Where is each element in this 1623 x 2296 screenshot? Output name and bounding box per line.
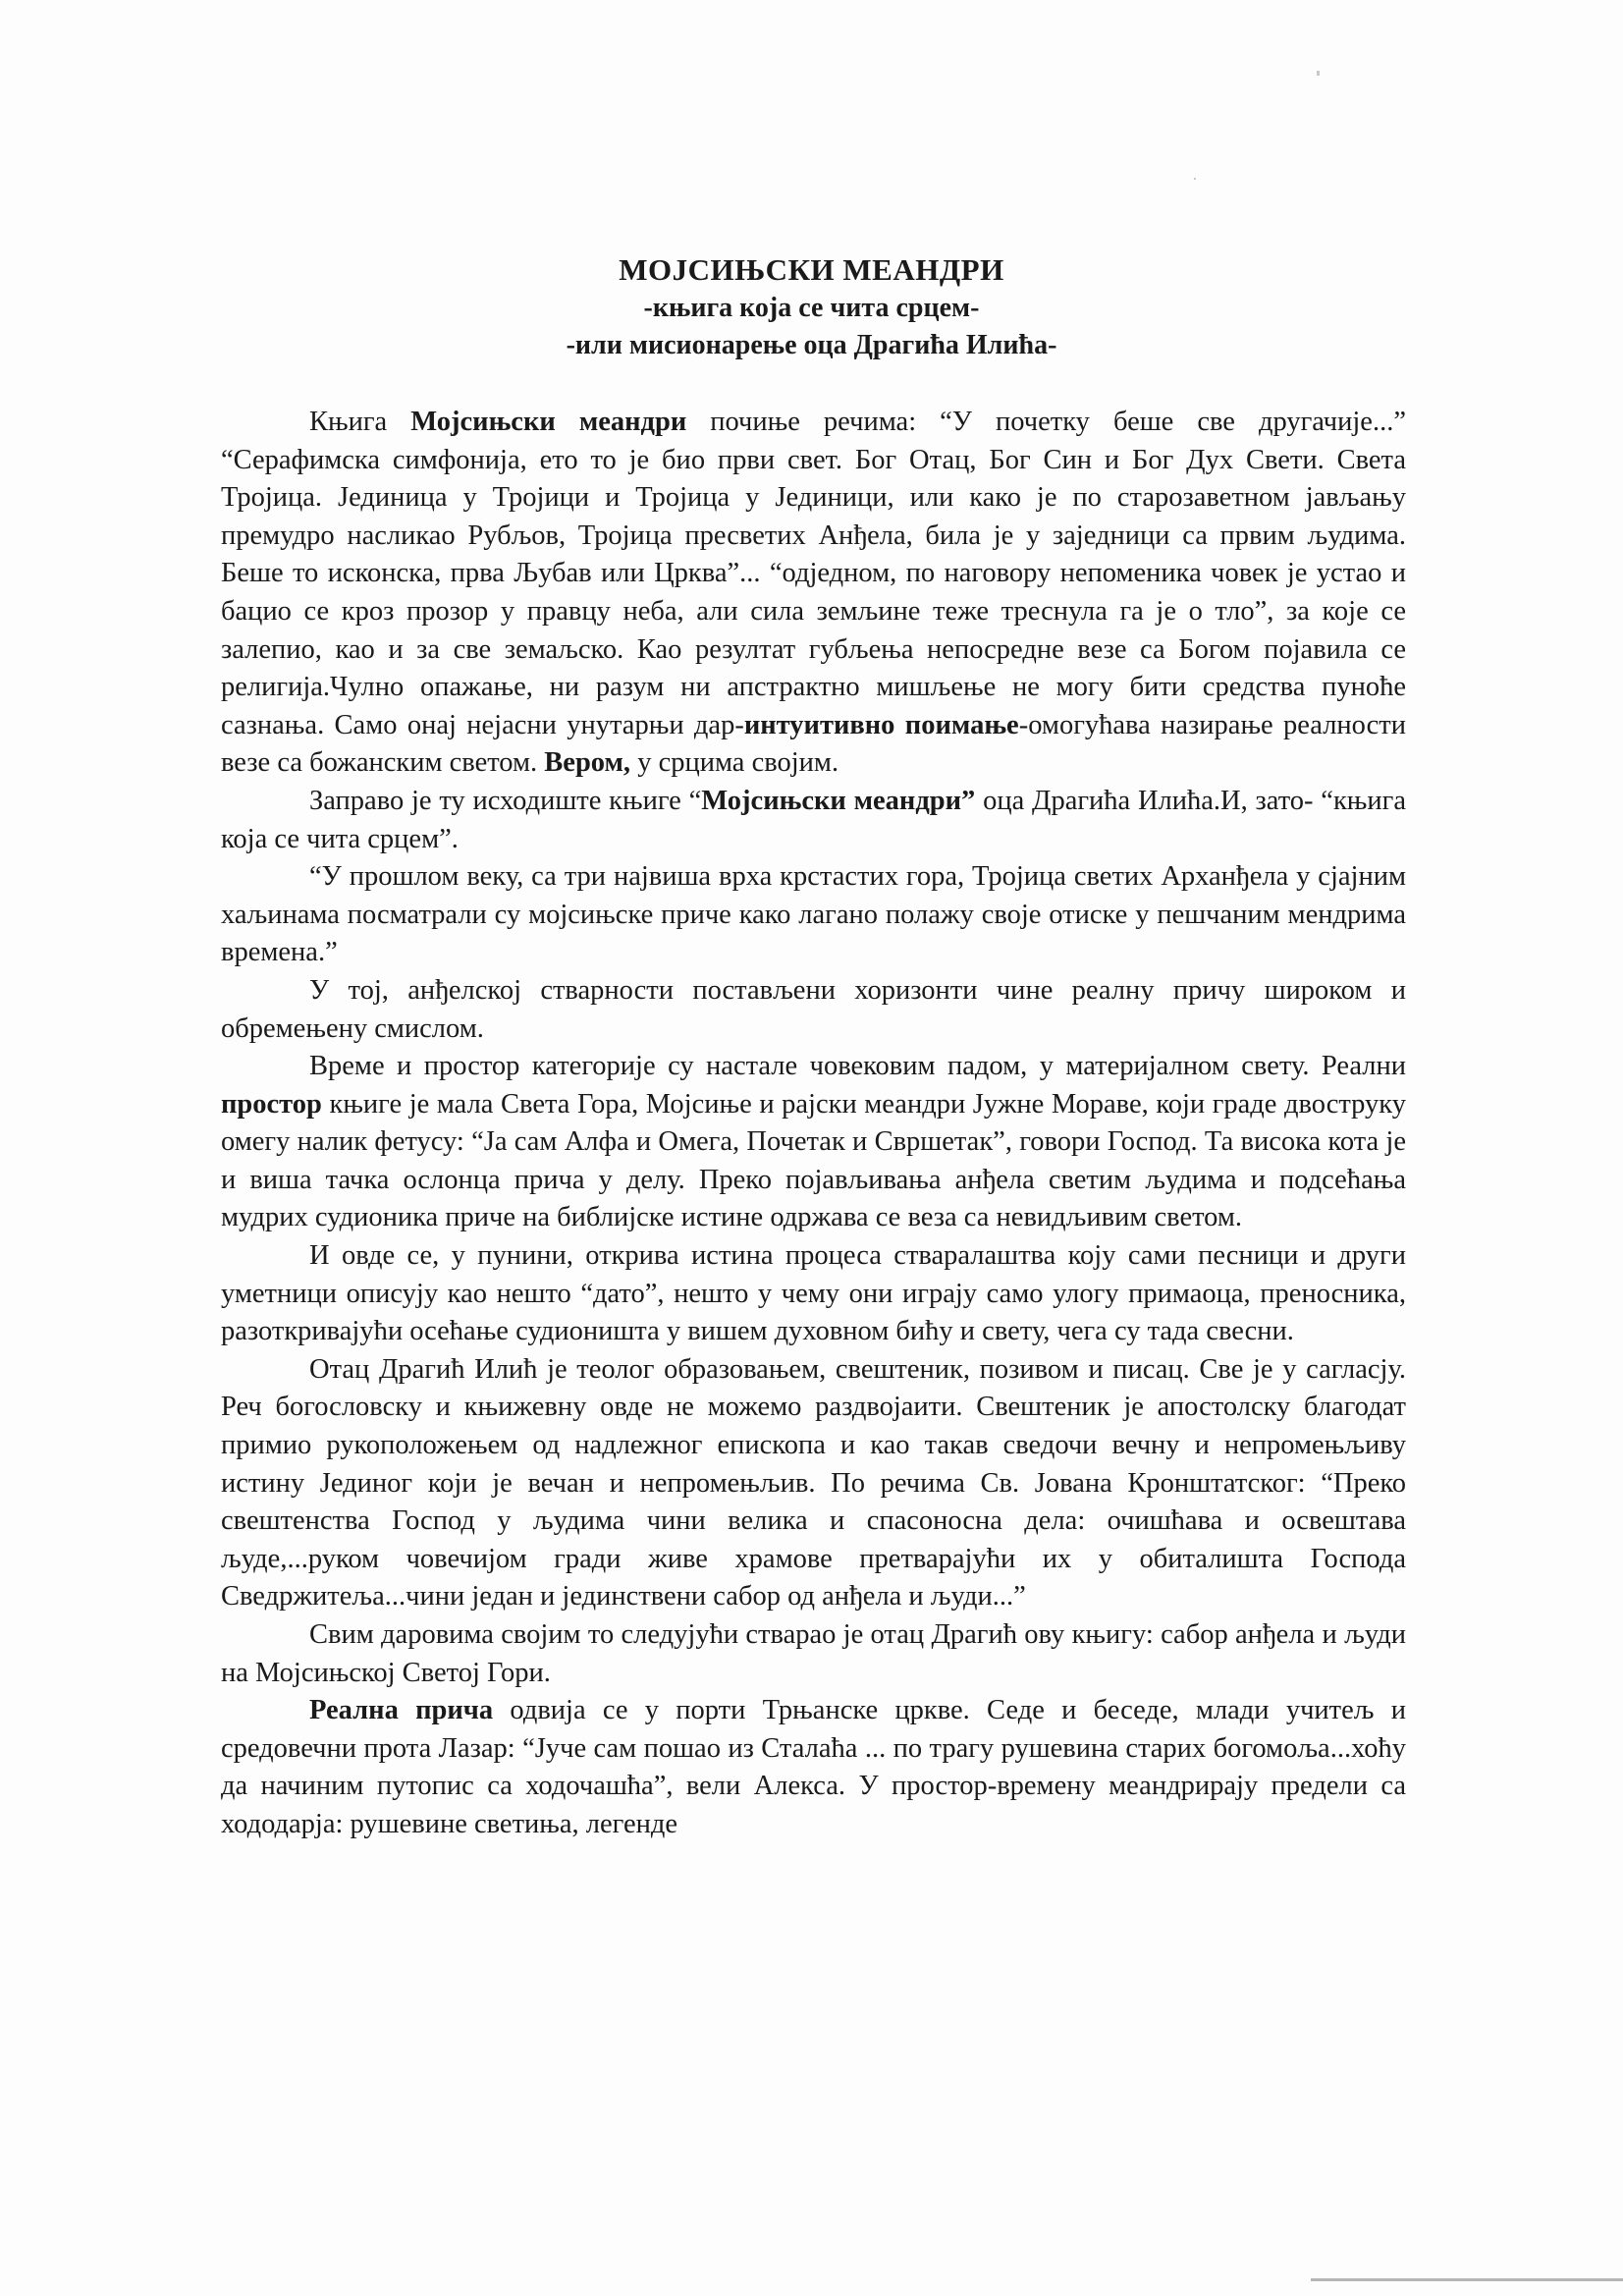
title-block — [0, 250, 1623, 364]
document-title: МОЈСИЊСКИ МЕАНДРИ — [619, 252, 1004, 287]
bold-text: интуитивно поимање — [743, 709, 1019, 740]
text-run: књиге је мала Света Гора, Мојсиње и рајски меандри Јужне Мораве, који граде двоструку омегу налик фетусу: “Ја сам Алфа и Омега, Почетак и Свршетак”, говори Господ. Та висока кота је и виша тачка ослонца прича у делу. Преко појављивања анђела светим људима и подсећања мудрих судионика приче на библијске истине одржава се веза са невидљивим светом. — [221, 1088, 1406, 1233]
paragraph: И овде се, у пунини, открива истина процеса стваралаштва коју сами песници и други уметници описују као нешто “дато”, нешто у чему они играју само улогу примаоца, преносника, разоткривајући осећање судионишта у вишем духовном бићу и свету, чега су тада свесни. — [221, 1240, 1406, 1347]
paragraph — [221, 404, 1406, 783]
bold-text: Мојсињски меандри” — [701, 785, 976, 816]
bold-text: простор — [221, 1088, 322, 1120]
paragraph: Отац Драгић Илић је теолог образовањем, свештеник, позивом и писац. Све је у сагласју. Реч богословску и књижевну овде не можемо раздвојаити. Свештеник је апостолску благодат примио рукоположењем од надлежног епископа и као такав сведочи вечну и непромењљиву истину Јединог који је вечан и непромењљив. По речима Св. Јована Кронштатског: “Преко свештенства Господ у људима чини велика и спасоносна дела: очишћава и освештава људе,...руком човечијом гради живе храмове претварајући их у обиталишта Господа Сведржитеља...чини један и јединствени сабор од анђела и људи...” — [221, 1353, 1406, 1613]
text-run: одвија се у порти Трњанске цркве. Седе и беседе, млади учитељ и средовечни прота Лазар: “Јуче сам пошао из Сталаћа ... по трагу рушевина старих богомоља...хоћу да начиним путопис са ходочашћа”, вели Алекса. У простор-времену меандрирају предели са хододарја: рушевине светиња, легенде — [221, 1695, 1406, 1839]
text-run: оца Драгића Илића.И, зато- “књига која се чита срцем”. — [221, 785, 1407, 854]
text-run: -омогућава назирање реалности везе са божанским светом. — [221, 709, 1406, 779]
paragraph: У тој, анђелској стварности постављени хоризонти чине реалну причу широком и обремењену смислом. — [221, 974, 1406, 1044]
document-subtitle: -књига која се чита срцем- — [643, 293, 980, 323]
bold-text: Мојсињски меандри — [410, 407, 687, 437]
bold-text: Вером, — [544, 747, 631, 779]
text-run: Књига — [309, 407, 411, 437]
text-run: у срцима својим. — [630, 747, 839, 779]
scan-speck — [1317, 71, 1320, 76]
document-subtitle: -или мисионарење оца Драгића Илића- — [566, 330, 1057, 360]
scan-edge-line — [1311, 2278, 1623, 2281]
paragraph: Свим даровима својим то следујући стварао је отац Драгић ову књигу: сабор анђела и људи на Мојсињској Светој Гори. — [221, 1619, 1406, 1688]
scan-speck — [1194, 178, 1196, 180]
text-run: почиње речима: “У почетку беше све другачије...” “Серафимска симфонија, ето то је био први свет. Бог Отац, Бог Син и Бог Дух Свети. Света Тројица. Јединица у Тројици и Тројица у Јединици, или како је по старозаветном јављању премудро насликао Рубљов, Тројица пресветих Анђела, била је у заједници са првим људима. Беше то исконска, прва Љубав или Црква”... “одједном, по наговору непоменика човек је устао и бацио се кроз прозор у правцу неба, али сила земљине теже треснула га је о тло”, за које се залепио, као и за све земаљско. Као резултат губљења непосредне везе са Богом појавила се религија.Чулно опажање, ни разум ни апстрактно мишљење не могу бити средства пуноће сазнања. Само онај нејасни унутарњи дар- — [221, 407, 1406, 740]
document-body — [221, 404, 1406, 1844]
paragraph: “У прошлом веку, са три највиша врха крстастих гора, Тројица светих Арханђела у сјајним хаљинама посматрали су мојсињске приче како лагано полажу своје отиске у пешчаним мендрима времена.” — [221, 861, 1406, 968]
paragraph — [221, 1048, 1406, 1237]
text-run: Заправо је ту исходиште књиге “ — [309, 785, 702, 816]
text-run: Време и простор категорије су настале човековим падом, у материјалном свету. Реални — [309, 1051, 1406, 1082]
paragraph — [221, 783, 1406, 858]
bold-text: Реална прича — [309, 1695, 494, 1726]
paragraph — [221, 1692, 1406, 1843]
